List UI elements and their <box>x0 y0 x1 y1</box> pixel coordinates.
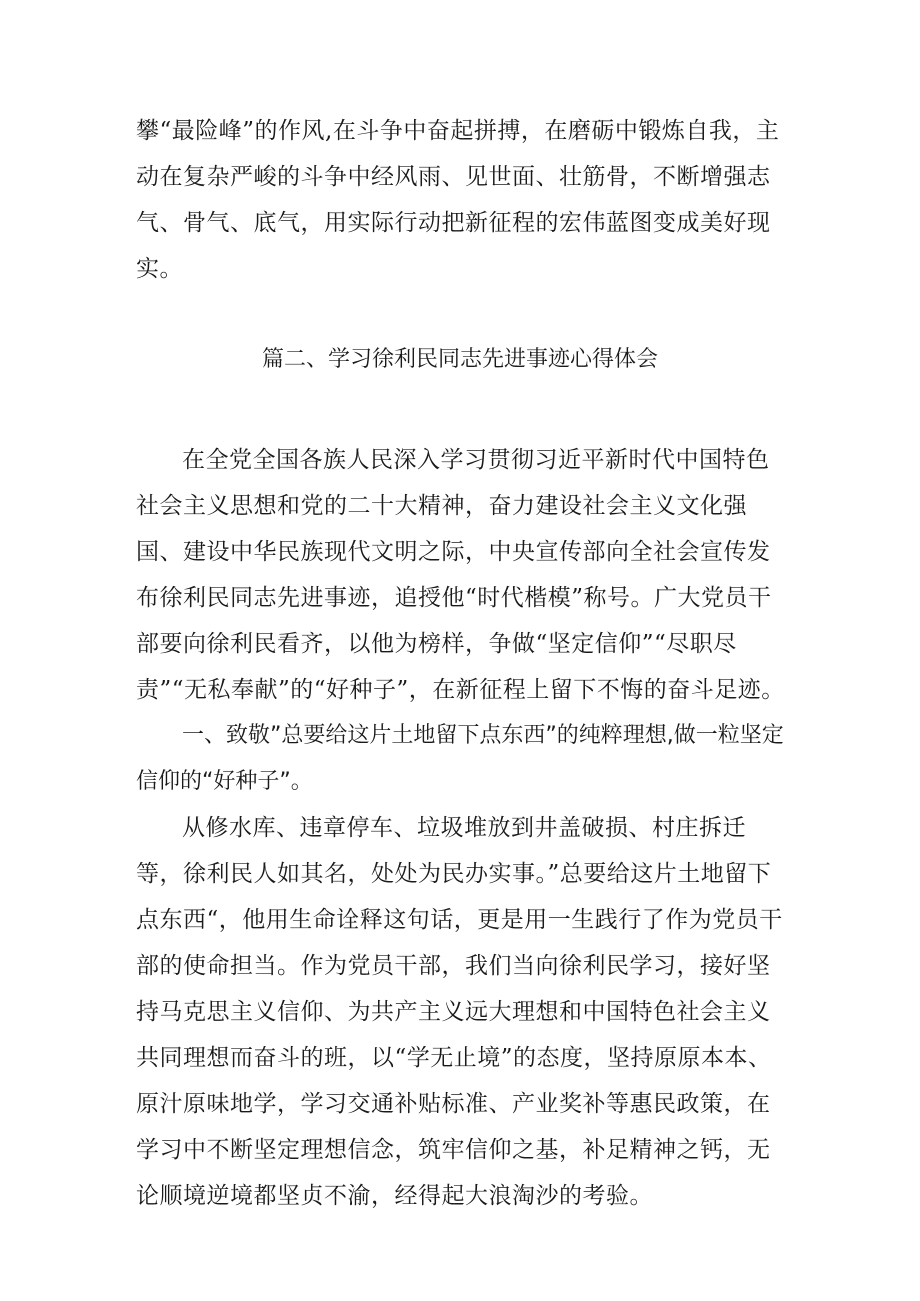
section-title: 篇二、学习徐利民同志先进事迹心得体会 <box>261 347 658 372</box>
subheading-1: 一、致敬”总要给这片土地留下点东西”的纯粹理想,做一粒坚定信仰的“好种子”。 <box>136 723 784 794</box>
body-paragraph-1: 从修水库、违章停车、垃圾堆放到井盖破损、村庄拆迁等，徐利民人如其名，处处为民办实事。”总要给这片土地留下点东西“，他用生命诠释这句话，更是用一生践行了作为党员干部的使命担当。作为党员干部，我们当向徐利民学习，接好坚持马克思主义信仰、为共产主义远大理想和中国特色社会主义共同理想而奋斗的班，以“学无止境”的态度，坚持原原本本、原汁原味地学，学习交通补贴标准、产业奖补等惠民政策，在学习中不断坚定理想信念，筑牢信仰之基，补足精神之钙，无论顺境逆境都坚贞不渝，经得起大浪淘沙的考验。 <box>136 815 783 1209</box>
section-body <box>136 437 791 1219</box>
continuation-block <box>136 108 791 292</box>
continuation-paragraph: 攀“最险峰”的作风,在斗争中奋起拼搏，在磨砺中锻炼自我，主动在复杂严峻的斗争中经风雨、见世面、壮筋骨，不断增强志气、骨气、底气，用实际行动把新征程的宏伟蓝图变成美好现实。 <box>136 118 780 282</box>
intro-paragraph: 在全党全国各族人民深入学习贯彻习近平新时代中国特色社会主义思想和党的二十大精神，奋力建设社会主义文化强国、建设中华民族现代文明之际，中央宣传部向全社会宣传发布徐利民同志先进事迹，追授他“时代楷模”称号。广大党员干部要向徐利民看齐，以他为榜样，争做“坚定信仰”“尽职尽责”“无私奉献”的“好种子”，在新征程上留下不悔的奋斗足迹。 <box>136 447 785 703</box>
